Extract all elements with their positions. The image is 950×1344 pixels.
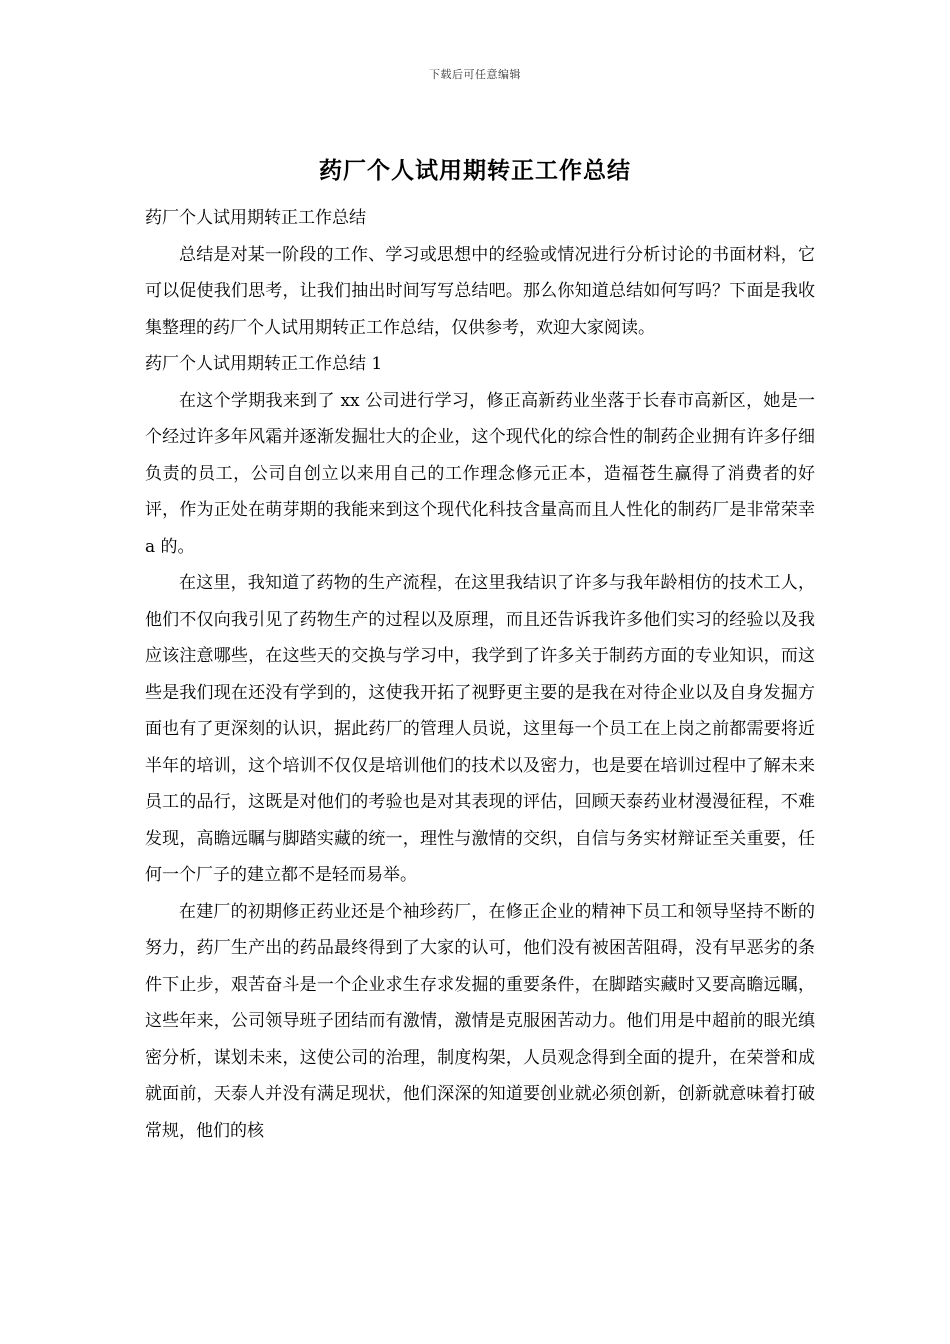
body-paragraph-1: 在这个学期我来到了 xx 公司进行学习，修正高新药业坐落于长春市高新区，她是一个经过许多年风霜并逐渐发掘壮大的企业，这个现代化的综合性的制药企业拥有许多仔细负责的员工，公司自创立以来用自己的工作理念修元正本，造福苍生赢得了消费者的好评，作为正处在萌芽期的我能来到这个现代化科技含量高而且人性化的制药厂是非常荣幸 a 的。 bbox=[145, 390, 815, 557]
subtitle: 药厂个人试用期转正工作总结 bbox=[145, 208, 366, 228]
section-heading: 药厂个人试用期转正工作总结 1 bbox=[145, 354, 383, 374]
header-note: 下载后可任意编辑 bbox=[429, 68, 521, 81]
document-body bbox=[145, 200, 815, 1149]
body-paragraph-3: 在建厂的初期修正药业还是个袖珍药厂，在修正企业的精神下员工和领导坚持不断的努力，药厂生产出的药品最终得到了大家的认可，他们没有被困苦阻碍，没有早恶劣的条件下止步，艰苦奋斗是一个企业求生存求发掘的重要条件，在脚踏实藏时又要高瞻远瞩，这些年来，公司领导班子团结而有激情，激情是克服困苦动力。他们用是中超前的眼光缜密分析，谋划未来，这使公司的治理，制度构架，人员观念得到全面的提升，在荣誉和成就面前，天泰人并没有满足现状，他们深深的知道要创业就必须创新，创新就意味着打破常规，他们的核 bbox=[145, 901, 815, 1141]
intro-paragraph: 总结是对某一阶段的工作、学习或思想中的经验或情况进行分析讨论的书面材料，它可以促使我们思考，让我们抽出时间写写总结吧。那么你知道总结如何写吗？下面是我收集整理的药厂个人试用期转正工作总结，仅供参考，欢迎大家阅读。 bbox=[145, 244, 815, 338]
body-paragraph-2: 在这里，我知道了药物的生产流程，在这里我结识了许多与我年龄相仿的技术工人，他们不仅向我引见了药物生产的过程以及原理，而且还告诉我许多他们实习的经验以及我应该注意哪些，在这些天的交换与学习中，我学到了许多关于制药方面的专业知识，而这些是我们现在还没有学到的，这使我开拓了视野更主要的是我在对待企业以及自身发掘方面也有了更深刻的认识，据此药厂的管理人员说，这里每一个员工在上岗之前都需要将近半年的培训，这个培训不仅仅是培训他们的技术以及密力，也是要在培训过程中了解未来员工的品行，这既是对他们的考验也是对其表现的评估，回顾天泰药业材漫漫征程，不难发现，高瞻远瞩与脚踏实藏的统一，理性与激情的交织，自信与务实材辩证至关重要，任何一个厂子的建立都不是轻而易举。 bbox=[145, 573, 815, 885]
document-title: 药厂个人试用期转正工作总结 bbox=[319, 157, 631, 184]
